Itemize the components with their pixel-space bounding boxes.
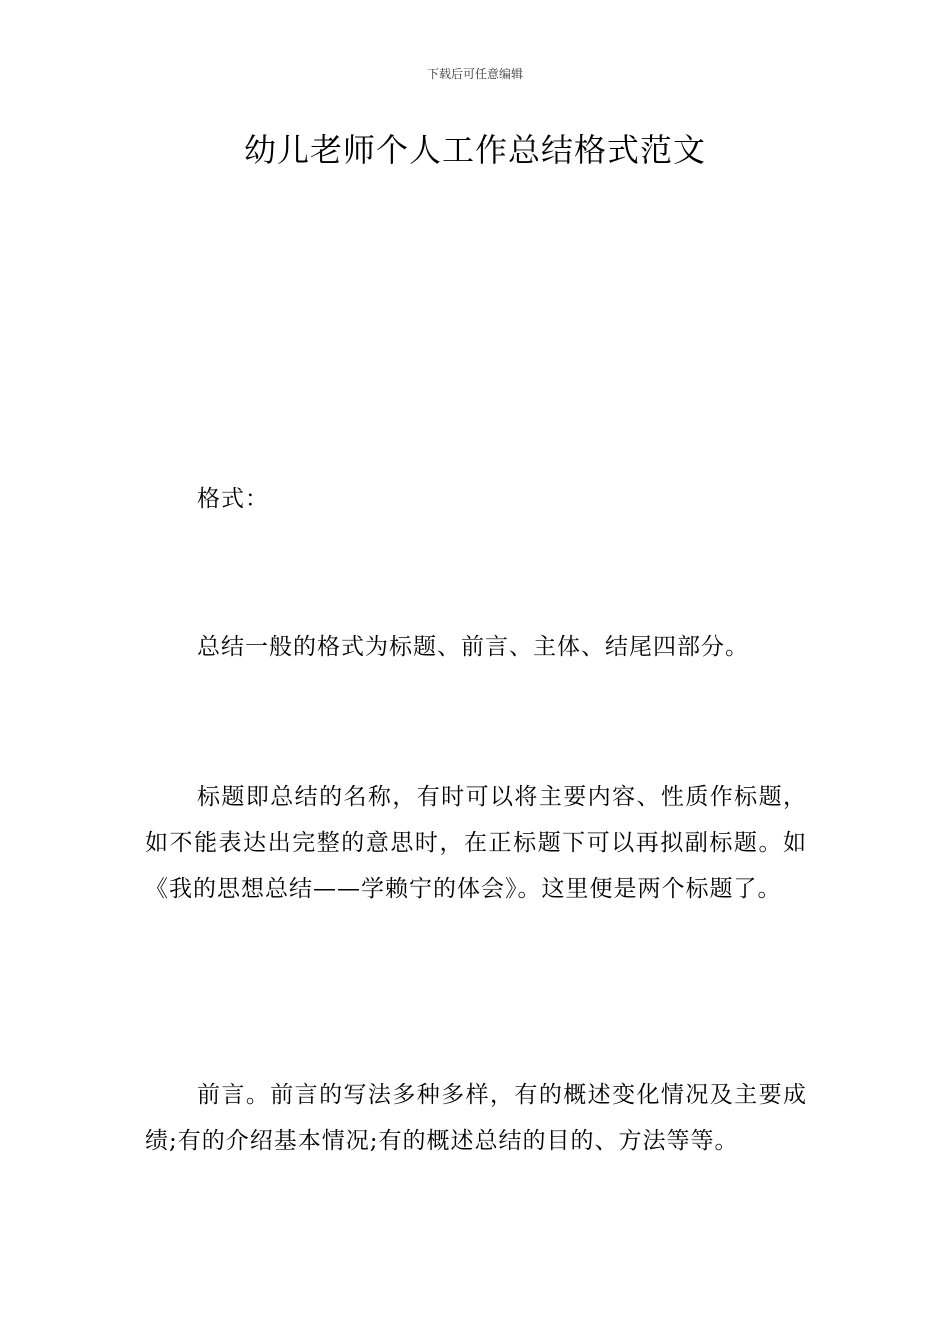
paragraph-preface-section: 前言。前言的写法多种多样，有的概述变化情况及主要成绩;有的介绍基本情况;有的概述总结的目的、方法等等。 [145, 1082, 807, 1154]
header-note: 下载后可任意编辑 [426, 67, 523, 81]
paragraph-title-section: 标题即总结的名称，有时可以将主要内容、性质作标题，如不能表达出完整的意思时，在正标题下可以再拟副标题。如《我的思想总结——学赖宁的体会》。这里便是两个标题了。 [145, 784, 807, 902]
document-title: 幼儿老师个人工作总结格式范文 [243, 131, 706, 169]
paragraph-format-overview: 总结一般的格式为标题、前言、主体、结尾四部分。 [197, 634, 749, 660]
paragraph-format-label: 格式： [197, 486, 269, 512]
